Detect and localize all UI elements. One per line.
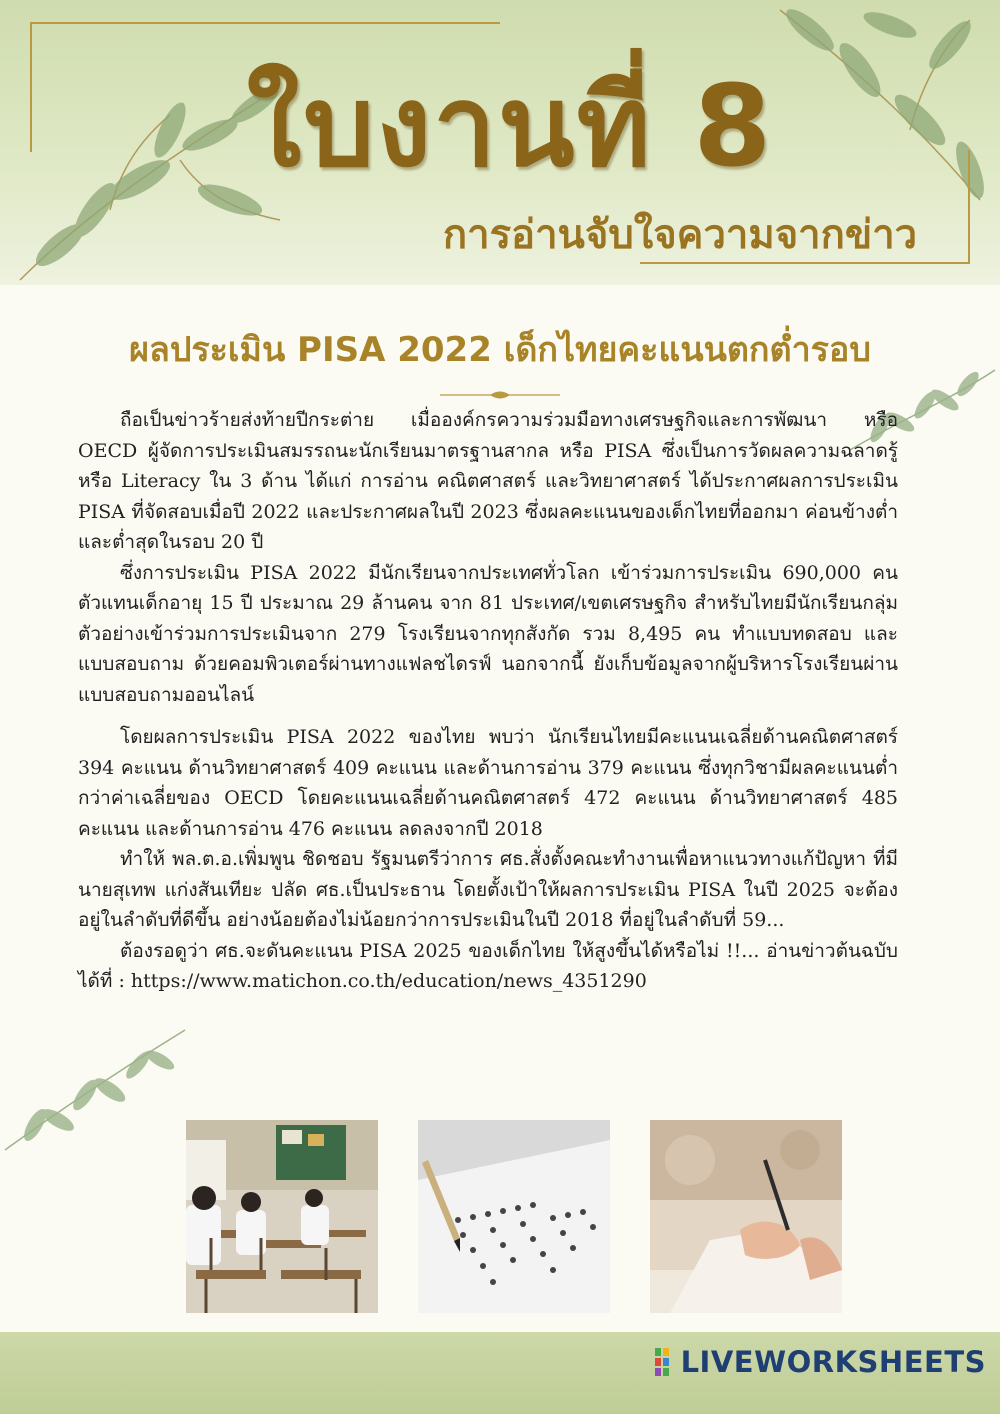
article-headline: ผลประเมิน PISA 2022 เด็กไทยคะแนนตกต่ำรอบ bbox=[129, 330, 871, 370]
brand-name: LIVEWORKSHEETS bbox=[680, 1345, 986, 1379]
frame-left-line bbox=[30, 22, 32, 152]
article-body bbox=[78, 405, 898, 997]
article-paragraph-5: ต้องรอดูว่า ศธ.จะดันคะแนน PISA 2025 ของเด็กไทย ให้สูงขึ้นได้หรือไม่ !!... อ่านข่าวต้นฉบับได้ที่ : https://www.matichon.co.th/education/news_4351290 bbox=[78, 939, 898, 992]
frame-top-line bbox=[30, 22, 500, 24]
student-writing-photo bbox=[650, 1120, 842, 1313]
worksheet-subtitle: การอ่านจับใจความจากข่าว bbox=[442, 212, 918, 258]
article-paragraph-2: ซึ่งการประเมิน PISA 2022 มีนักเรียนจากประเทศทั่วโลก เข้าร่วมการประเมิน 690,000 คน ตัวแทนเด็กอายุ 15 ปี ประมาณ 29 ล้านคน จาก 81 ประเทศ/เขตเศรษฐกิจ สำหรับไทยมีนักเรียนกลุ่มตัวอย่างเข้าร่วมการประเมินจาก 279 โรงเรียนจากทุกสังกัด รวม 8,495 คน ทำแบบทดสอบ และแบบสอบถาม ด้วยคอมพิวเตอร์ผ่านทางแฟลชไดรฟ์ นอกจากนี้ ยังเก็บข้อมูลจากผู้บริหารโรงเรียนผ่านแบบสอบถามออนไลน์ bbox=[78, 561, 898, 706]
article-paragraph-1: ถือเป็นข่าวร้ายส่งท้ายปีกระต่าย เมื่อองค์กรความร่วมมือทางเศรษฐกิจและการพัฒนา หรือ OECD ผู้จัดการประเมินสมรรถนะนักเรียนมาตรฐานสากล หรือ PISA ซึ่งเป็นการวัดผลความฉลาดรู้ หรือ Literacy ใน 3 ด้าน ได้แก่ การอ่าน คณิตศาสตร์ และวิทยาศาสตร์ ได้ประกาศผลการประเมิน PISA ที่จัดสอบเมื่อปี 2022 และประกาศผลในปี 2023 ซึ่งผลคะแนนของเด็กไทยที่ออกมา ค่อนข้างต่ำ และต่ำสุดในรอบ 20 ปี bbox=[78, 409, 898, 553]
divider-ornament-icon bbox=[440, 388, 560, 402]
classroom-exam-photo bbox=[186, 1120, 378, 1313]
liveworksheets-brand[interactable] bbox=[655, 1342, 986, 1382]
header-banner bbox=[0, 0, 1000, 285]
article-paragraph-3: โดยผลการประเมิน PISA 2022 ของไทย พบว่า นักเรียนไทยมีคะแนนเฉลี่ยด้านคณิตศาสตร์ 394 คะแนน ด้านวิทยาศาสตร์ 409 คะแนน และด้านการอ่าน 379 คะแนน ซึ่งทุกวิชามีผลคะแนนต่ำกว่าค่าเฉลี่ยของ OECD โดยคะแนนเฉลี่ยด้านคณิตศาสตร์ 472 คะแนน ด้านวิทยาศาสตร์ 485 คะแนน และด้านการอ่าน 476 คะแนน ลดลงจากปี 2018 bbox=[78, 726, 898, 840]
article-paragraph-4: ทำให้ พล.ต.อ.เพิ่มพูน ชิดชอบ รัฐมนตรีว่าการ ศธ.สั่งตั้งคณะทำงานเพื่อหาแนวทางแก้ปัญหา ที่มี นายสุเทพ แก่งสันเทียะ ปลัด ศธ.เป็นประธาน โดยตั้งเป้าให้ผลการประเมิน PISA ในปี 2025 จะต้องอยู่ในลำดับที่ดีขึ้น อย่างน้อยต้องไม่น้อยกว่าการประเมินในปี 2018 ที่อยู่ในลำดับที่ 59... bbox=[78, 848, 898, 931]
worksheet-title: ใบงานที่ 8 bbox=[246, 62, 774, 192]
leaf-sprig-left-icon bbox=[0, 1010, 190, 1160]
answer-sheet-pencil-photo bbox=[418, 1120, 610, 1313]
liveworksheets-logo-icon bbox=[655, 1348, 677, 1376]
